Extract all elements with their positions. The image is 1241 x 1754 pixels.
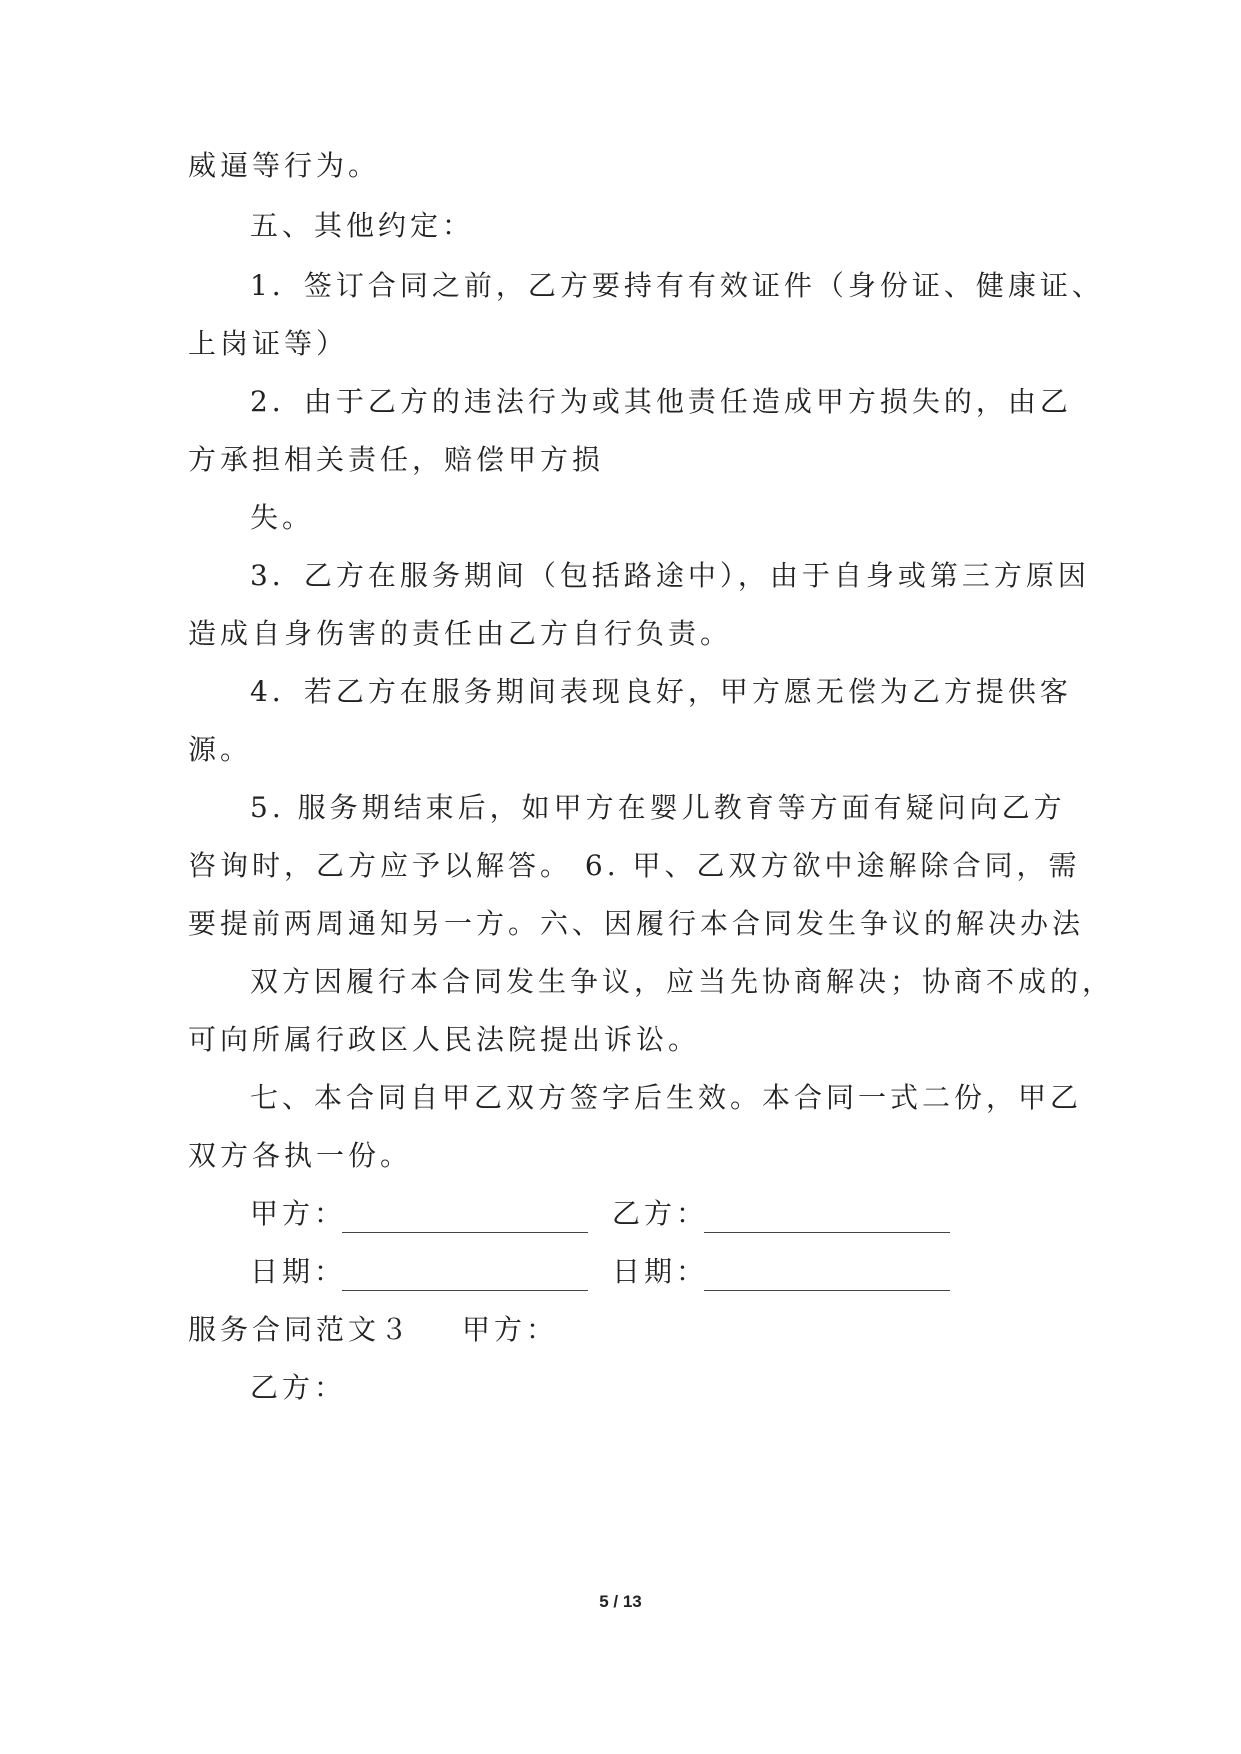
paragraph-line: 上岗证等） bbox=[188, 327, 349, 360]
date-b-label: 日期： bbox=[612, 1255, 709, 1288]
paragraph-line: 4．若乙方在服务期间表现良好，甲方愿无偿为乙方提供客 bbox=[250, 675, 1072, 708]
next-party-b-label: 乙方： bbox=[250, 1371, 347, 1404]
paragraph-line: 双方因履行本合同发生争议，应当先协商解决；协商不成的， bbox=[250, 965, 1115, 998]
paragraph-line: 双方各执一份。 bbox=[188, 1139, 413, 1172]
party-a-signature-line bbox=[342, 1232, 588, 1233]
paragraph-line: 要提前两周通知另一方。六、因履行本合同发生争议的解决办法 bbox=[188, 907, 1085, 940]
paragraph-line: 1．签订合同之前，乙方要持有有效证件（身份证、健康证、 bbox=[250, 269, 1104, 302]
next-party-a-label: 甲方： bbox=[462, 1313, 559, 1346]
paragraph-line: 咨询时，乙方应予以解答。 6. 甲、乙双方欲中途解除合同，需 bbox=[188, 849, 1081, 882]
paragraph-line: 七、本合同自甲乙双方签字后生效。本合同一式二份，甲乙 bbox=[250, 1081, 1083, 1114]
party-b-label: 乙方： bbox=[612, 1197, 709, 1230]
paragraph-line: 2．由于乙方的违法行为或其他责任造成甲方损失的，由乙 bbox=[250, 385, 1072, 418]
date-b-line bbox=[704, 1290, 950, 1291]
paragraph-line: 3．乙方在服务期间（包括路途中），由于自身或第三方原因 bbox=[250, 559, 1090, 592]
paragraph-line: 失。 bbox=[250, 501, 315, 534]
paragraph-line: 威逼等行为。 bbox=[188, 149, 381, 182]
party-a-label: 甲方： bbox=[250, 1197, 347, 1230]
date-a-line bbox=[342, 1290, 588, 1291]
date-a-label: 日期： bbox=[250, 1255, 347, 1288]
page-number: 5 / 13 bbox=[599, 1592, 642, 1611]
next-section-title: 服务合同范文３ bbox=[188, 1313, 413, 1346]
party-b-signature-line bbox=[704, 1232, 950, 1233]
paragraph-line: 5. 服务期结束后，如甲方在婴儿教育等方面有疑问向乙方 bbox=[250, 791, 1066, 824]
paragraph-line: 方承担相关责任，赔偿甲方损 bbox=[188, 443, 605, 476]
paragraph-line: 源。 bbox=[188, 733, 253, 766]
paragraph-line: 造成自身伤害的责任由乙方自行负责。 bbox=[188, 617, 733, 650]
paragraph-line: 可向所属行政区人民法院提出诉讼。 bbox=[188, 1023, 701, 1056]
section-heading: 五、其他约定： bbox=[250, 209, 475, 242]
